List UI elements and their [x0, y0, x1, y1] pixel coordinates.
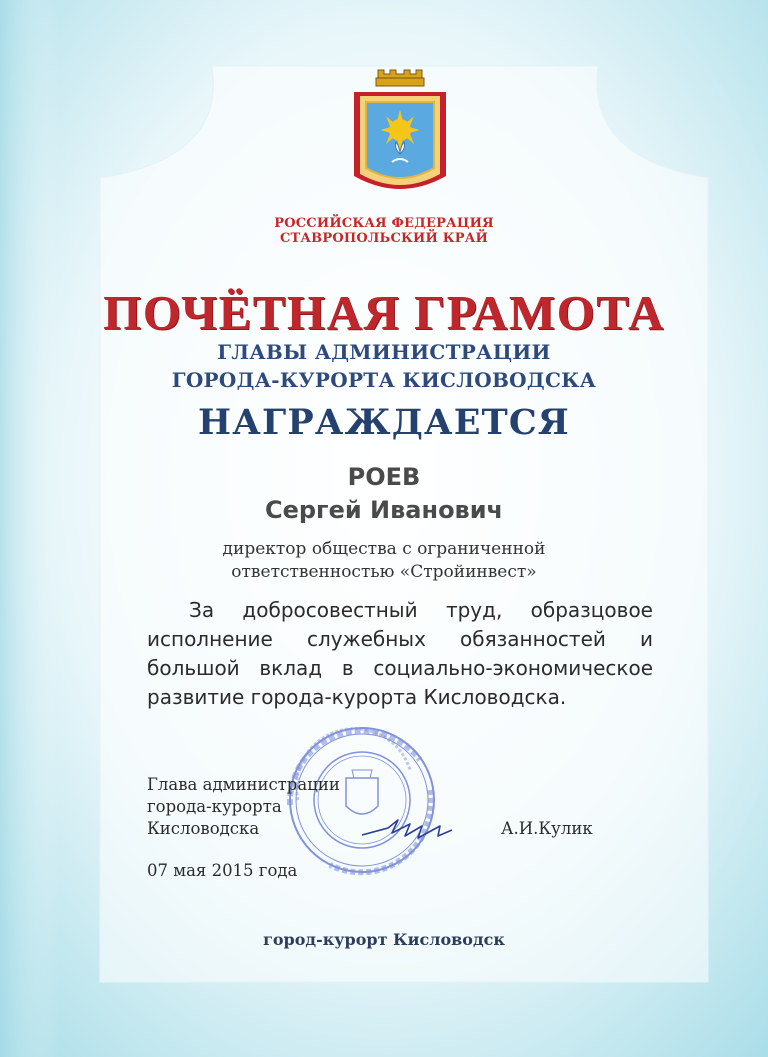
certificate-frame	[100, 66, 708, 982]
signatory-title-line-3: Кисловодска	[147, 819, 260, 838]
award-reason: За добросовестный труд, образцовое исполнение служебных обязанностей и большой вклад в социально-экономическое развитие города-курорта Кисловодска.	[147, 598, 653, 709]
certificate-title: ПОЧЁТНАЯ ГРАМОТА	[103, 285, 665, 340]
awarded-heading: НАГРАЖДАЕТСЯ	[198, 402, 570, 443]
federation-line-1: РОССИЙСКАЯ ФЕДЕРАЦИЯ	[274, 216, 494, 231]
position-line-2: ответственностью «Стройинвест»	[231, 562, 537, 582]
position-line-1: директор общества с ограниченной	[222, 539, 546, 559]
subtitle-line-2: ГОРОДА-КУРОРТА КИСЛОВОДСКА	[171, 368, 597, 392]
signatory-name: А.И.Кулик	[501, 819, 593, 838]
issue-city: город-курорт Кисловодск	[263, 930, 505, 949]
recipient-given-names: Сергей Иванович	[264, 496, 504, 524]
signatory-title-line-1: Глава администрации	[147, 775, 340, 794]
signatory-title-line-2: города-курорта	[147, 797, 282, 816]
federation-line-2: СТАВРОПОЛЬСКИЙ КРАЙ	[279, 231, 489, 246]
recipient-surname: РОЕВ	[347, 463, 421, 491]
subtitle-line-1: ГЛАВЫ АДМИНИСТРАЦИИ	[217, 340, 551, 364]
issue-date: 07 мая 2015 года	[147, 861, 298, 880]
coat-of-arms-icon	[340, 68, 460, 203]
